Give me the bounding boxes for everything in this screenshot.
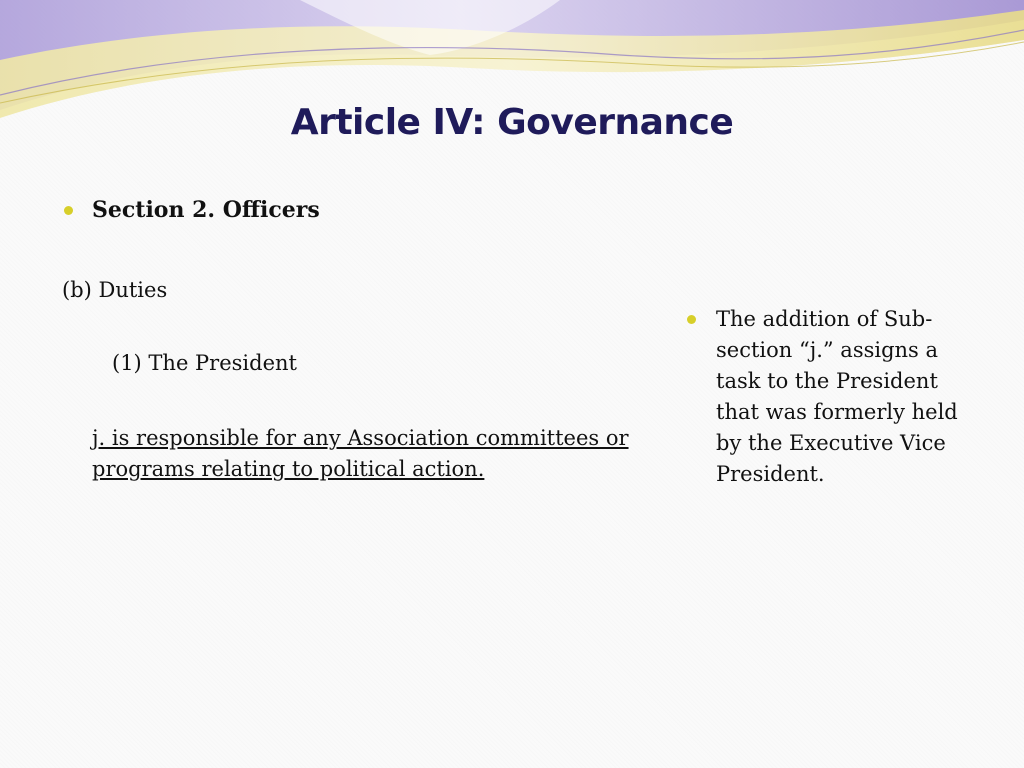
note-text: The addition of Sub-section “j.” assigns a task to the President that was formerly held by the Executive Vice President. bbox=[716, 307, 958, 486]
slide-title: Article IV: Governance bbox=[290, 102, 734, 143]
president-label: (1) The President bbox=[112, 351, 297, 375]
duties-label: (b) Duties bbox=[62, 278, 168, 302]
yellow-bullet-icon bbox=[687, 315, 696, 324]
item-j-text: j. is responsible for any Association committees or programs relating to political action. bbox=[92, 426, 629, 481]
yellow-bullet-icon bbox=[64, 206, 73, 215]
section-heading: Section 2. Officers bbox=[92, 197, 320, 223]
